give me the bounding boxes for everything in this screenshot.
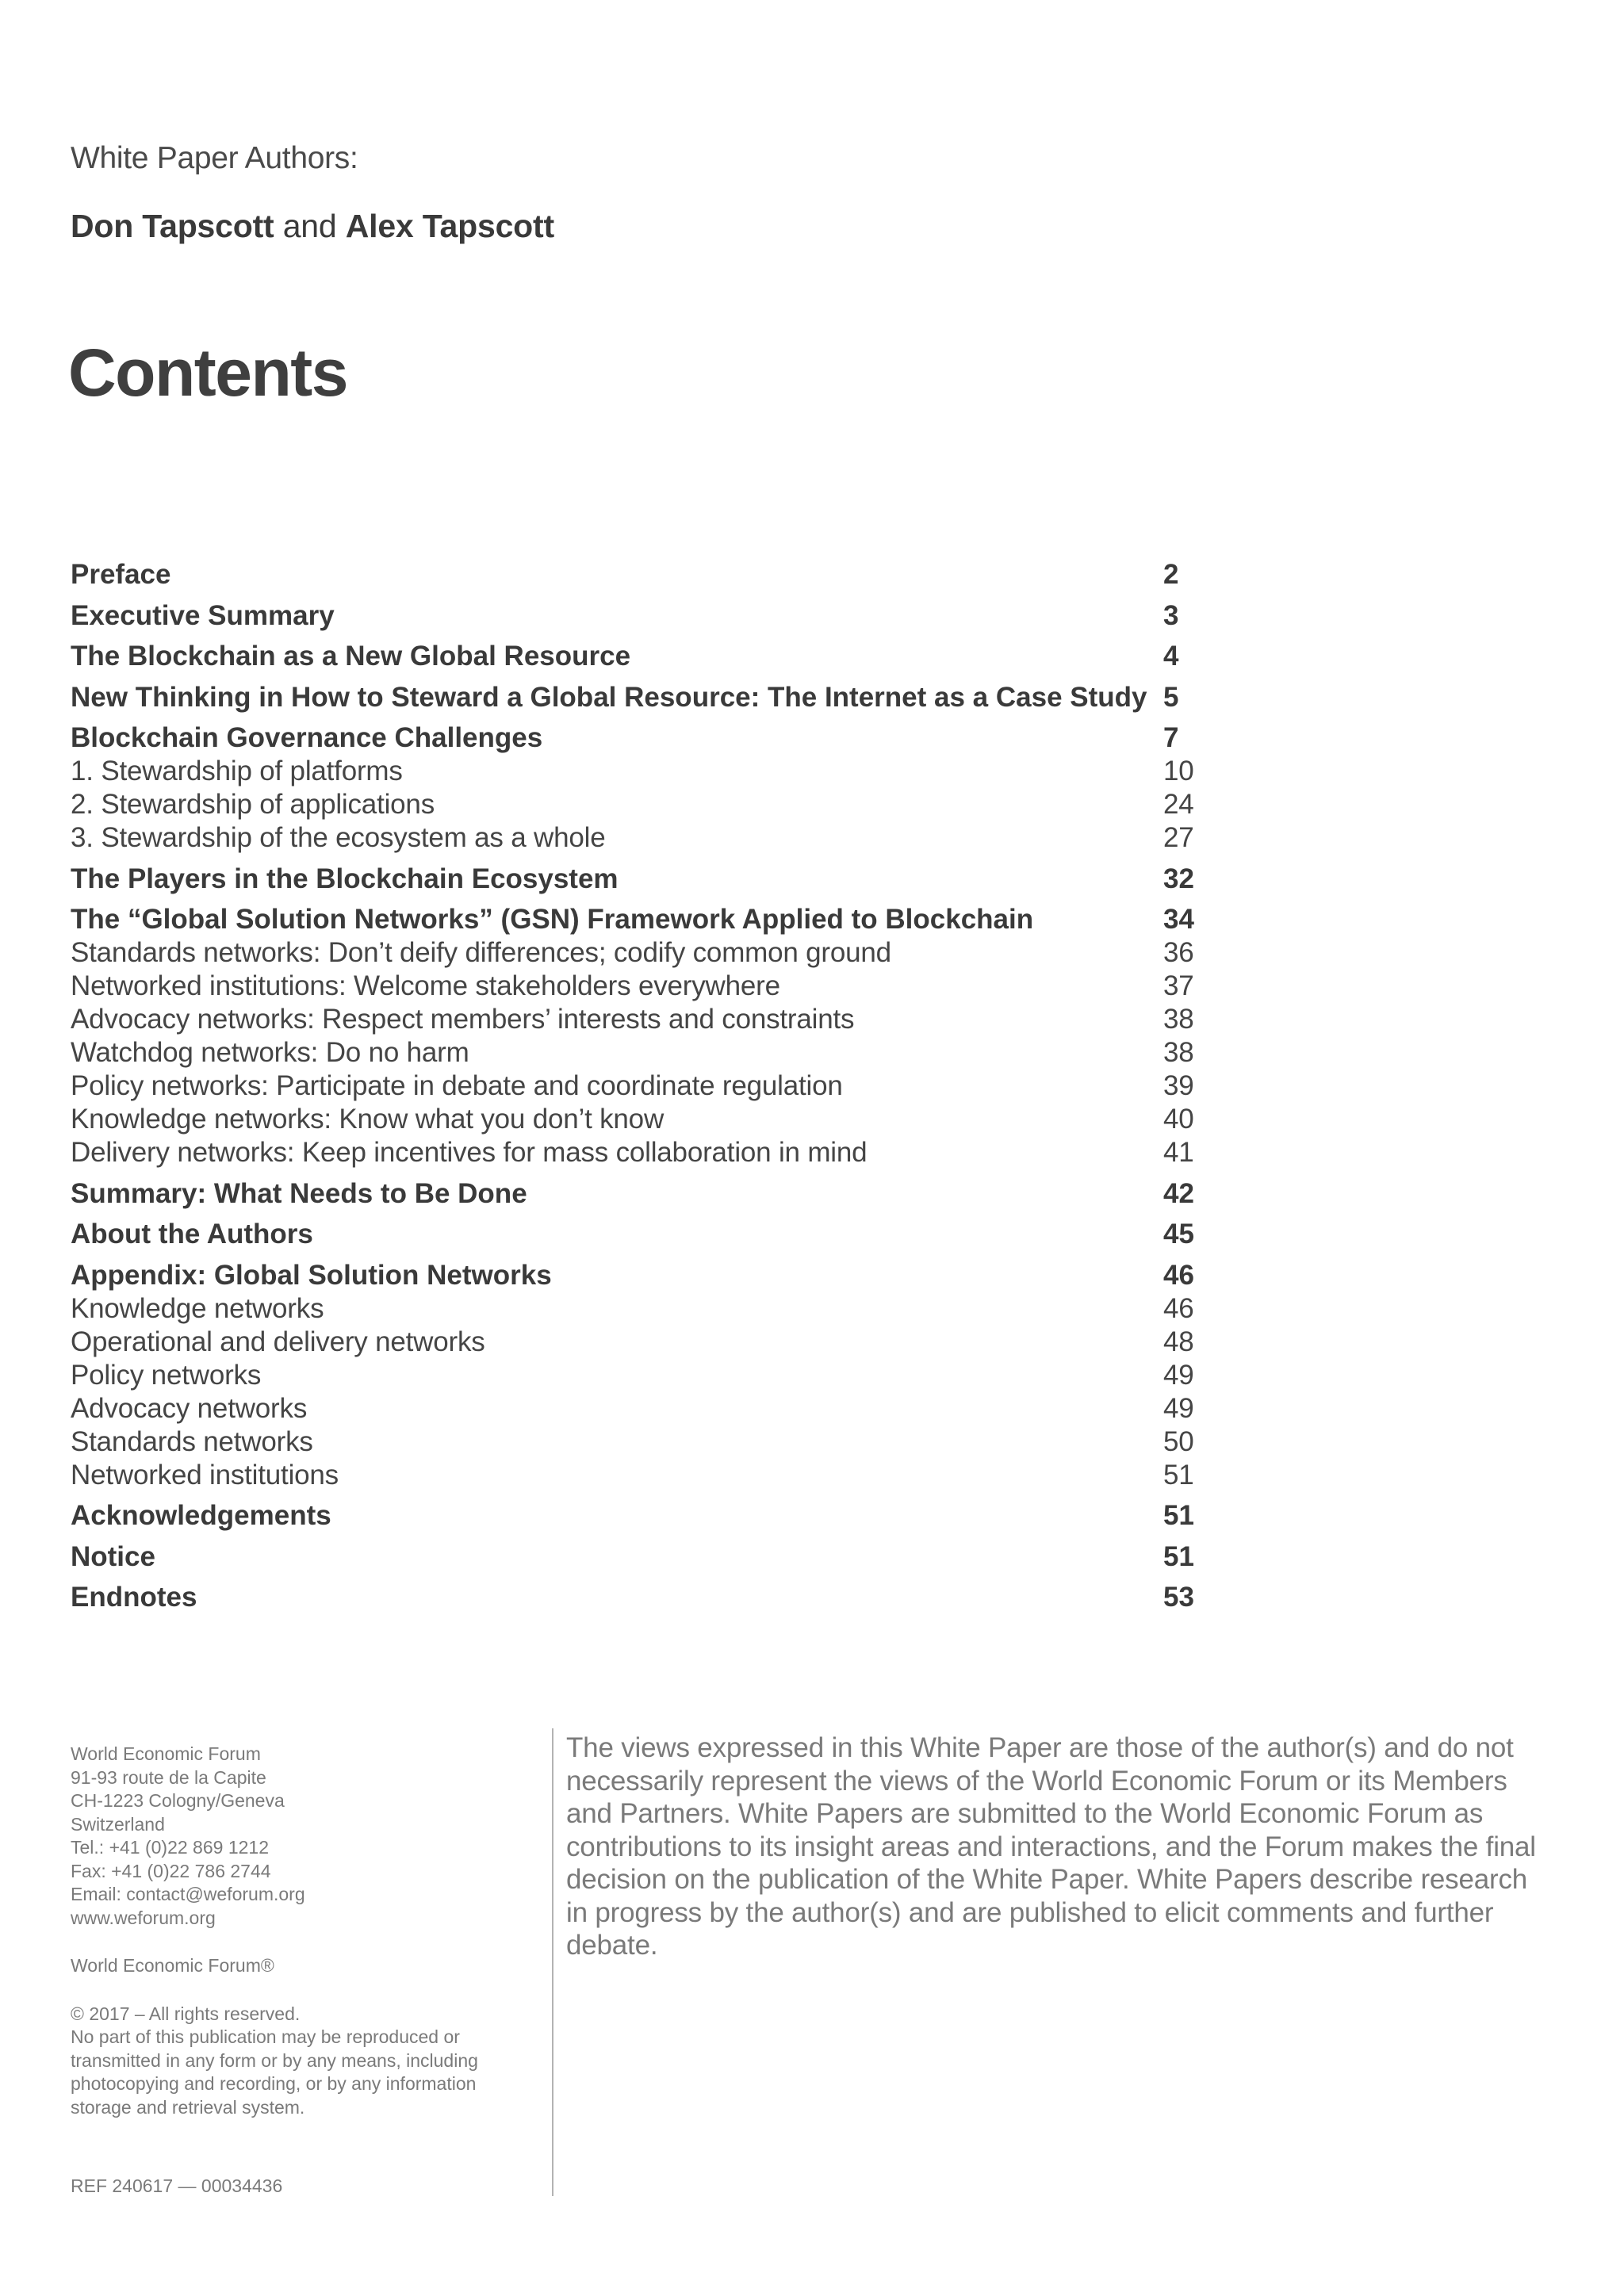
toc-subsection[interactable]: [71, 1292, 1197, 1326]
address-line: Tel.: +41 (0)22 869 1212: [71, 1837, 269, 1858]
toc-subsection[interactable]: [71, 755, 1197, 788]
spacer: [71, 1978, 546, 2003]
toc-entry-title: Standards networks: Don’t deify differences; codify common ground: [71, 937, 891, 968]
toc-page-number: 49: [1163, 1359, 1194, 1391]
toc-section[interactable]: [71, 681, 1197, 714]
toc-subsection[interactable]: [71, 1136, 1197, 1169]
toc-subsection[interactable]: [71, 1003, 1197, 1036]
table-of-contents: [71, 558, 1197, 1614]
toc-page-number: 46: [1163, 1259, 1194, 1291]
toc-page-number: 7: [1163, 722, 1179, 753]
toc-page-number: 32: [1163, 863, 1194, 894]
authors-label: White Paper Authors:: [71, 141, 358, 175]
toc-entry-title: Knowledge networks: Know what you don’t know: [71, 1104, 665, 1135]
copyright-line: transmitted in any form or by any means, including: [71, 2049, 478, 2071]
toc-entry-title: The Players in the Blockchain Ecosystem: [71, 863, 619, 894]
toc-entry-title: Advocacy networks: [71, 1392, 308, 1424]
trademark-line: World Economic Forum®: [71, 1955, 274, 1976]
toc-section[interactable]: [71, 863, 1197, 896]
copyright-line: No part of this publication may be reproduced or: [71, 2026, 460, 2047]
toc-page-number: 27: [1163, 822, 1194, 853]
toc-section[interactable]: [71, 721, 1197, 755]
toc-page-number: 53: [1163, 1582, 1194, 1613]
toc-subsection[interactable]: [71, 788, 1197, 821]
toc-subsection[interactable]: [71, 1036, 1197, 1070]
toc-entry-title: Operational and delivery networks: [71, 1326, 485, 1357]
disclaimer-text: The views expressed in this White Paper are those of the author(s) and do not necessarily represent the views of the World Economic Forum or its Members and Partners. White Papers are submitted to the World Economic Forum as contributions to its insight areas and interactions, and the Forum makes the final decision on the publication of the White Paper. White Papers describe research in progress by the author(s) and are published to elicit comments and further debate.: [566, 1732, 1536, 1961]
toc-section[interactable]: [71, 1177, 1197, 1211]
toc-page-number: 41: [1163, 1137, 1194, 1168]
address-line: Email: contact@weforum.org: [71, 1884, 305, 1904]
copyright-line: photocopying and recording, or by any information: [71, 2073, 477, 2094]
toc-entry-title: Advocacy networks: Respect members’ interests and constraints: [71, 1004, 855, 1035]
toc-page-number: 36: [1163, 937, 1194, 968]
address-line: CH-1223 Cologny/Geneva: [71, 1790, 285, 1811]
toc-section[interactable]: [71, 640, 1197, 673]
authors-names: [71, 208, 554, 245]
toc-subsection[interactable]: [71, 1326, 1197, 1359]
toc-entry-title: The Blockchain as a New Global Resource: [71, 641, 631, 672]
toc-entry-title: Networked institutions: [71, 1459, 339, 1490]
toc-entry-title: Policy networks: [71, 1359, 262, 1391]
toc-page-number: 39: [1163, 1070, 1194, 1101]
toc-subsection[interactable]: [71, 1359, 1197, 1392]
toc-page-number: 45: [1163, 1219, 1194, 1249]
toc-section[interactable]: [71, 1499, 1197, 1533]
toc-page-number: 38: [1163, 1037, 1194, 1068]
toc-page-number: 38: [1163, 1004, 1194, 1035]
toc-entry-title: Policy networks: Participate in debate and coordinate regulation: [71, 1070, 843, 1101]
toc-page-number: 40: [1163, 1104, 1194, 1135]
address-line: World Economic Forum: [71, 1743, 261, 1764]
toc-page-number: 34: [1163, 904, 1194, 935]
toc-page-number: 37: [1163, 970, 1194, 1001]
toc-entry-title: Appendix: Global Solution Networks: [71, 1259, 552, 1291]
toc-page-number: 24: [1163, 789, 1194, 820]
toc-page-number: 50: [1163, 1425, 1194, 1457]
toc-entry-title: Networked institutions: Welcome stakeholders everywhere: [71, 970, 780, 1001]
address-line: 91-93 route de la Capite: [71, 1766, 266, 1788]
toc-entry-title: Standards networks: [71, 1425, 313, 1457]
authors-conjunction: and: [282, 208, 337, 244]
toc-entry-title: Acknowledgements: [71, 1500, 331, 1531]
toc-page-number: 5: [1163, 681, 1179, 713]
toc-section[interactable]: [71, 558, 1197, 591]
toc-page-number: 51: [1163, 1500, 1194, 1531]
toc-subsection[interactable]: [71, 1103, 1197, 1136]
copyright-line: storage and retrieval system.: [71, 2096, 305, 2118]
toc-subsection[interactable]: [71, 1070, 1197, 1103]
toc-entry-title: The “Global Solution Networks” (GSN) Framework Applied to Blockchain: [71, 904, 1034, 935]
toc-page-number: 3: [1163, 599, 1179, 631]
toc-page-number: 2: [1163, 559, 1179, 590]
spacer: [71, 1930, 546, 1954]
toc-page-number: 10: [1163, 756, 1194, 786]
toc-entry-title: Endnotes: [71, 1582, 197, 1613]
toc-section[interactable]: [71, 1259, 1197, 1292]
toc-page-number: 48: [1163, 1326, 1194, 1357]
toc-entry-title: Blockchain Governance Challenges: [71, 722, 543, 753]
toc-entry-title: Watchdog networks: Do no harm: [71, 1037, 469, 1068]
toc-section[interactable]: [71, 1218, 1197, 1251]
reference-number: REF 240617 — 00034436: [71, 2175, 283, 2196]
author-name-1: Don Tapscott: [71, 208, 274, 244]
toc-section[interactable]: [71, 599, 1197, 633]
toc-entry-title: Summary: What Needs to Be Done: [71, 1177, 527, 1209]
copyright-line: © 2017 – All rights reserved.: [71, 2003, 301, 2024]
toc-page-number: 51: [1163, 1459, 1194, 1490]
toc-page-number: 46: [1163, 1292, 1194, 1324]
toc-entry-title: 3. Stewardship of the ecosystem as a whole: [71, 822, 606, 853]
toc-section[interactable]: [71, 1581, 1197, 1614]
toc-section[interactable]: [71, 903, 1197, 936]
toc-entry-title: Delivery networks: Keep incentives for mass collaboration in mind: [71, 1137, 868, 1168]
footer-divider: [552, 1728, 553, 2196]
toc-subsection[interactable]: [71, 1392, 1197, 1425]
toc-page-number: 4: [1163, 641, 1179, 672]
address-line: Fax: +41 (0)22 786 2744: [71, 1860, 271, 1881]
toc-entry-title: New Thinking in How to Steward a Global Resource: The Internet as a Case Study: [71, 681, 1147, 713]
toc-page-number: 49: [1163, 1392, 1194, 1424]
contents-heading: Contents: [68, 335, 347, 410]
toc-entry-title: Executive Summary: [71, 599, 335, 631]
toc-subsection[interactable]: [71, 821, 1197, 855]
toc-subsection[interactable]: [71, 936, 1197, 970]
toc-entry-title: Preface: [71, 559, 171, 590]
toc-section[interactable]: [71, 1540, 1197, 1574]
toc-entry-title: Knowledge networks: [71, 1292, 324, 1324]
toc-subsection[interactable]: [71, 1459, 1197, 1492]
toc-page-number: 51: [1163, 1540, 1194, 1572]
publisher-info: [71, 1743, 546, 2119]
toc-entry-title: About the Authors: [71, 1219, 313, 1249]
toc-subsection[interactable]: [71, 970, 1197, 1003]
toc-page-number: 42: [1163, 1177, 1194, 1209]
toc-subsection[interactable]: [71, 1425, 1197, 1459]
address-line: Switzerland: [71, 1813, 165, 1835]
toc-entry-title: 1. Stewardship of platforms: [71, 756, 403, 786]
author-name-2: Alex Tapscott: [345, 208, 554, 244]
toc-entry-title: 2. Stewardship of applications: [71, 789, 435, 820]
address-line: www.weforum.org: [71, 1907, 216, 1928]
toc-entry-title: Notice: [71, 1540, 155, 1572]
